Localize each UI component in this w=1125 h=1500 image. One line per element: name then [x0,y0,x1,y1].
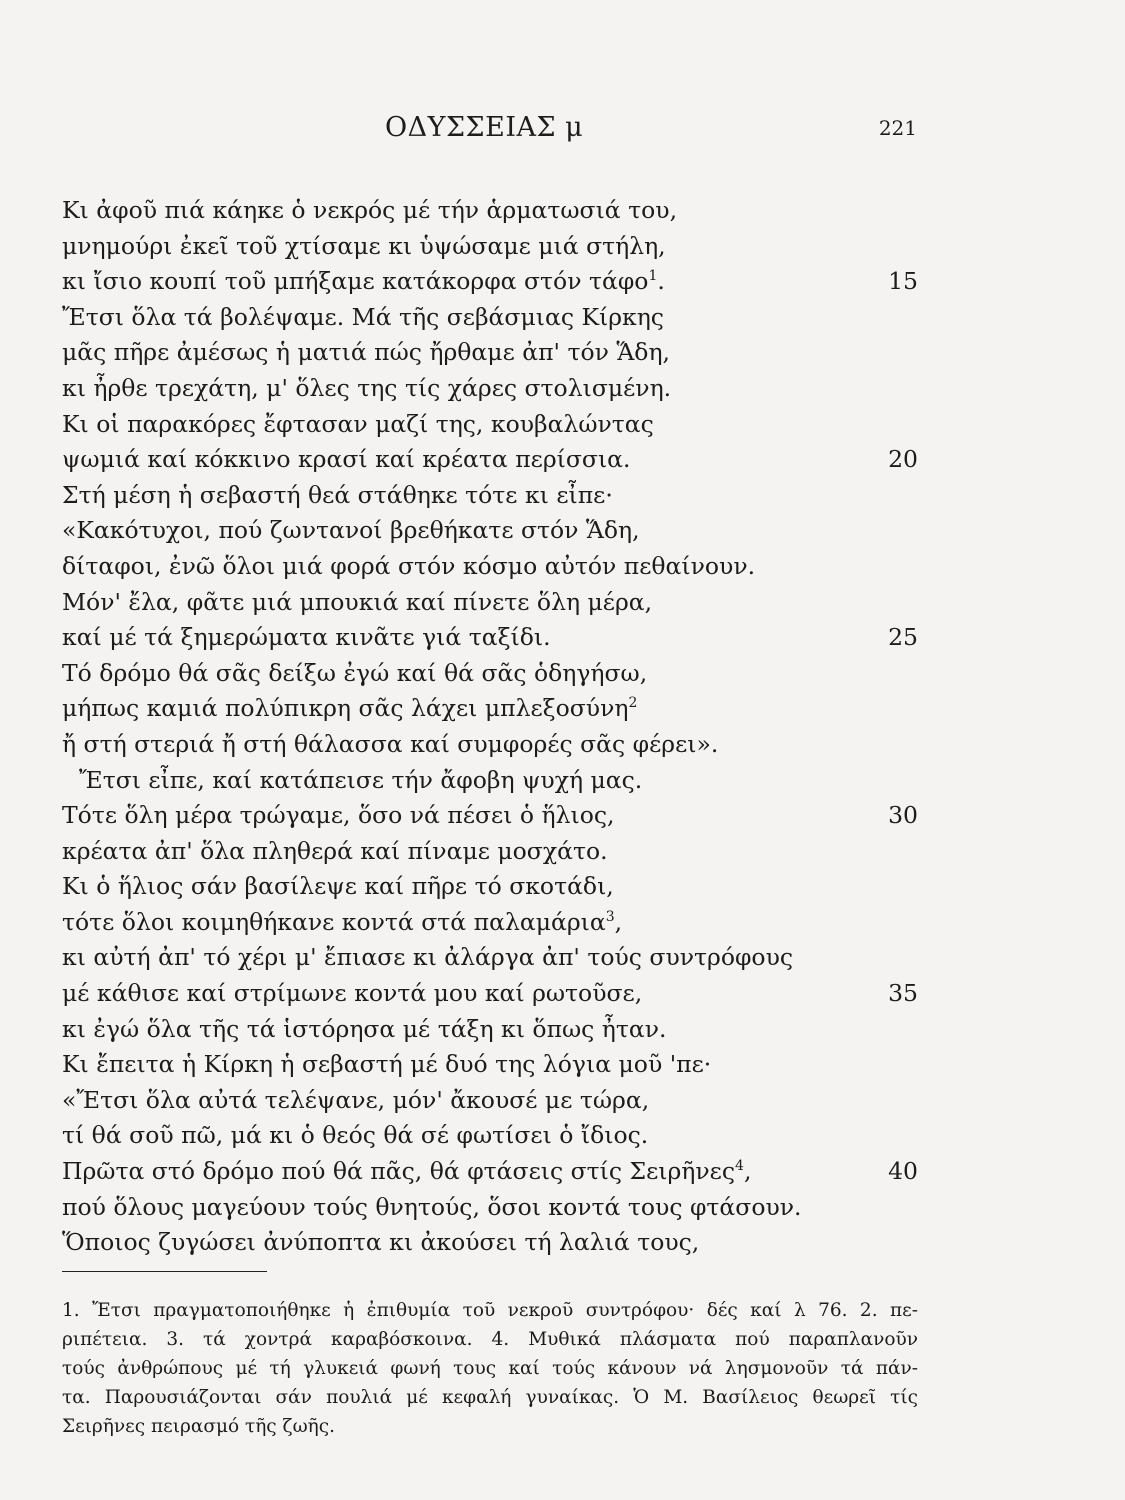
verse-line [62,727,918,763]
verse-line [62,1154,918,1190]
footnote-marker: 3 [605,908,615,925]
verse-text: πού ὅλους μαγεύουν τούς θνητούς, ὅσοι κοντά τους φτάσουν. [62,1192,802,1221]
verse-line [62,763,918,799]
footnote-line: τούς ἀνθρώπους μέ τή γλυκειά φωνή τους καί τούς κάνουν νά λησμονοῦν τά πάν- [62,1358,918,1379]
page-header [0,112,1125,152]
running-title: ΟΔΥΣΣΕΙΑΣ μ [385,112,584,143]
verse-text: Ἔτσι ὅλα τά βολέψαμε. Μά τῆς σεβάσμιας Κίρκης [62,302,664,331]
verse-text: Τό δρόμο θά σᾶς δείξω ἐγώ καί θά σᾶς ὁδηγήσω, [62,658,648,687]
verse-text: Κι οἱ παρακόρες ἔφτασαν μαζί της, κουβαλώντας [62,409,654,438]
verse-line [62,264,918,300]
verse-line [62,656,918,692]
verse-text: ἤ στή στεριά ἤ στή θάλασσα καί συμφορές σᾶς φέρει». [62,729,719,758]
verse-text: Ἔτσι εἶπε, καί κατάπεισε τήν ἄφοβη ψυχή μας. [79,765,643,794]
verse-line [62,940,918,976]
line-number: 40 [888,1157,918,1186]
verse-text: κι ἐγώ ὅλα τῆς τά ἱστόρησα μέ τάξη κι ὅπως ἦταν. [62,1014,667,1043]
verse-line [62,869,918,905]
verse-line [62,834,918,870]
verse-text: κι ἦρθε τρεχάτη, μ' ὅλες της τίς χάρες στολισμένη. [62,373,672,402]
verse-line [62,335,918,371]
verse-line [62,1118,918,1154]
verse-line [62,229,918,265]
verse-line [62,585,918,621]
footnote-marker: 2 [628,695,638,712]
verse-text: «Ἔτσι ὅλα αὐτά τελέψανε, μόν' ἄκουσέ με τώρα, [62,1085,650,1114]
verse-line [62,1225,918,1261]
verse-line [62,1012,918,1048]
verse-line [62,371,918,407]
footnote-line: τα. Παρουσιάζονται σάν πουλιά μέ κεφαλή γυναίκας. Ὁ Μ. Βασίλειος θεωρεῖ τίς [62,1387,918,1408]
verse-text: καί μέ τά ξημερώματα κινᾶτε γιά ταξίδι. [62,623,551,652]
line-number: 25 [888,623,918,652]
footnote-marker: 1 [648,268,658,285]
line-number: 20 [888,445,918,474]
footnote-line: ριπέτεια. 3. τά χοντρά καραβόσκοινα. 4. Μυθικά πλάσματα πού παραπλανοῦν [62,1329,918,1350]
verse-text: Στή μέση ἡ σεβαστή θεά στάθηκε τότε κι εἶπε· [62,480,613,509]
verse-block [62,193,918,1261]
footnote-line: Σειρῆνες πειρασμό τῆς ζωῆς. [62,1416,335,1437]
verse-text: κι ἴσιο κουπί τοῦ μπήξαμε κατάκορφα στόν τάφο [62,267,649,296]
footnote-marker: 4 [735,1158,744,1175]
verse-text: ψωμιά καί κόκκινο κρασί καί κρέατα περίσσια. [62,445,631,474]
line-number: 15 [888,267,918,296]
footnotes [62,1296,918,1441]
verse-punctuation: , [614,907,623,936]
verse-text: μέ κάθισε καί στρίμωνε κοντά μου καί ρωτοῦσε, [62,979,643,1008]
verse-text: μνημούρι ἐκεῖ τοῦ χτίσαμε κι ὑψώσαμε μιά στήλη, [62,231,666,260]
verse-line [62,620,918,656]
verse-text: «Κακότυχοι, πού ζωντανοί βρεθήκατε στόν Ἅδη, [62,516,640,545]
verse-text: τότε ὅλοι κοιμηθήκανε κοντά στά παλαμάρια [62,907,606,936]
verse-line [62,1083,918,1119]
verse-text: Κι ὁ ἥλιος σάν βασίλεψε καί πῆρε τό σκοτάδι, [62,872,614,901]
verse-punctuation: . [657,267,665,296]
verse-line [62,513,918,549]
page-number: 221 [878,116,917,140]
verse-line [62,442,918,478]
verse-line [62,193,918,229]
verse-line [62,300,918,336]
verse-text: κρέατα ἀπ' ὅλα πληθερά καί πίναμε μοσχάτο. [62,836,608,865]
verse-text: Ὅποιος ζυγώσει ἀνύποπτα κι ἀκούσει τή λαλιά τους, [62,1228,700,1257]
verse-line [62,976,918,1012]
verse-text: τί θά σοῦ πῶ, μά κι ὁ θεός θά σέ φωτίσει ὁ ἴδιος. [62,1121,649,1150]
verse-line [62,1047,918,1083]
verse-text: μήπως καμιά πολύπικρη σᾶς λάχει μπλεξοσύνη [62,694,629,723]
footnote-line: 1. Ἔτσι πραγματοποιήθηκε ἡ ἐπιθυμία τοῦ νεκροῦ συντρόφου· δές καί λ 76. 2. πε- [62,1300,918,1321]
verse-line [62,478,918,514]
line-number: 30 [888,801,918,830]
verse-text: Κι ἀφοῦ πιά κάηκε ὁ νεκρός μέ τήν ἁρματωσιά του, [62,196,678,224]
verse-text: μᾶς πῆρε ἀμέσως ἡ ματιά πώς ἤρθαμε ἀπ' τόν Ἅδη, [62,338,671,367]
verse-text: κι αὐτή ἀπ' τό χέρι μ' ἔπιασε κι ἀλάργα ἀπ' τούς συντρόφους [62,943,794,972]
verse-text: Μόν' ἔλα, φᾶτε μιά μπουκιά καί πίνετε ὅλη μέρα, [62,587,653,616]
verse-line [62,1190,918,1226]
verse-text: Πρῶτα στό δρόμο πού θά πᾶς, θά φτάσεις στίς Σειρῆνες [62,1157,736,1186]
line-number: 35 [888,979,918,1008]
verse-text: Κι ἔπειτα ἡ Κίρκη ἡ σεβαστή μέ δυό της λόγια μοῦ 'πε· [62,1050,712,1079]
verse-text: Τότε ὅλη μέρα τρώγαμε, ὅσο νά πέσει ὁ ἥλιος, [62,801,615,830]
verse-line [62,549,918,585]
verse-text: δίταφοι, ἐνῶ ὅλοι μιά φορά στόν κόσμο αὐτόν πεθαίνουν. [62,551,756,580]
verse-punctuation: , [743,1157,752,1186]
verse-line [62,798,918,834]
verse-line [62,407,918,443]
footnote-rule [62,1271,267,1272]
verse-line [62,905,918,941]
verse-line [62,691,918,727]
